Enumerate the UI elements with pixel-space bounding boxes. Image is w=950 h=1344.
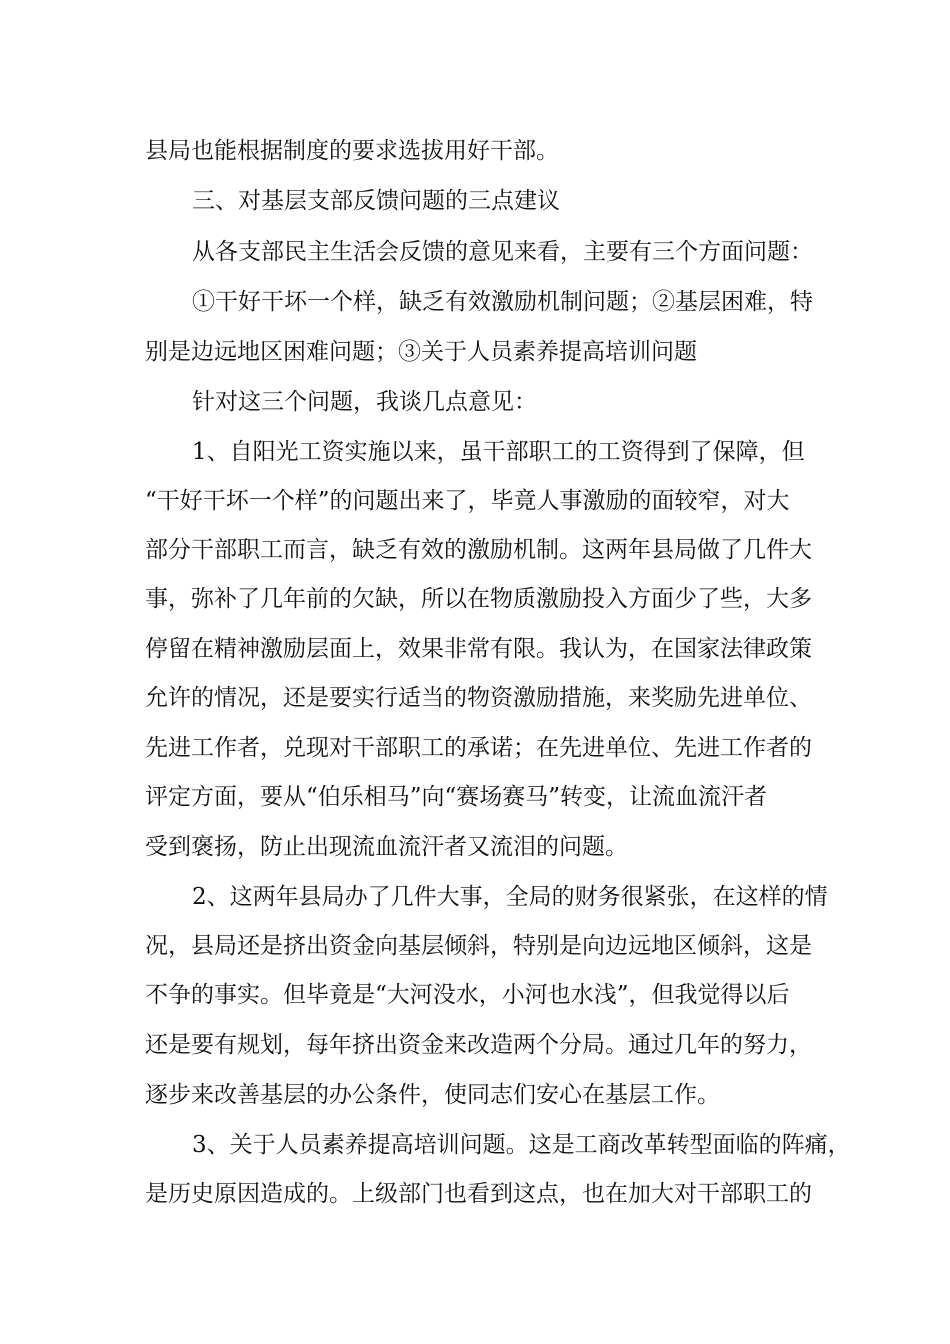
paragraph-line: 是历史原因造成的。上级部门也看到这点，也在加大对干部职工的 [145,1181,812,1207]
paragraph-line: 1、自阳光工资实施以来，虽干部职工的工资得到了保障，但 [192,439,805,465]
paragraph-line: 况，县局还是挤出资金向基层倾斜，特别是向边远地区倾斜，这是 [145,933,812,959]
paragraph-line: 事，弥补了几年前的欠缺，所以在物质激励投入方面少了些，大多 [145,586,812,612]
paragraph-line: 部分干部职工而言，缺乏有效的激励机制。这两年县局做了几件大 [145,537,812,563]
paragraph-line: “干好干坏一个样”的问题出来了，毕竟人事激励的面较窄，对大 [145,488,790,514]
paragraph-line: 评定方面，要从“伯乐相马”向“赛场赛马”转变，让流血流汗者 [145,784,768,810]
section-heading: 三、对基层支部反馈问题的三点建议 [192,188,560,214]
paragraph-line: ①干好干坏一个样，缺乏有效激励机制问题；②基层困难，特 [192,289,813,315]
paragraph-line: 不争的事实。但毕竟是“大河没水，小河也水浅”，但我觉得以后 [145,982,790,1008]
text-line: 县局也能根据制度的要求选拔用好干部。 [145,138,559,164]
paragraph-line: 针对这三个问题，我谈几点意见： [192,389,537,415]
paragraph-line: 逐步来改善基层的办公条件，使同志们安心在基层工作。 [145,1082,720,1108]
paragraph-line: 允许的情况，还是要实行适当的物资激励措施，来奖励先进单位、 [145,685,812,711]
paragraph-line: 受到褒扬，防止出现流血流汗者又流泪的问题。 [145,834,628,860]
paragraph-line: 3、关于人员素养提高培训问题。这是工商改革转型面临的阵痛， [192,1132,851,1158]
paragraph-line: 停留在精神激励层面上，效果非常有限。我认为，在国家法律政策 [145,636,812,662]
paragraph-line: 别是边远地区困难问题；③关于人员素养提高培训问题 [145,339,697,365]
paragraph-line: 从各支部民主生活会反馈的意见来看，主要有三个方面问题： [192,239,813,265]
paragraph-line: 还是要有规划，每年挤出资金来改造两个分局。通过几年的努力， [145,1032,812,1058]
paragraph-line: 2、这两年县局办了几件大事，全局的财务很紧张，在这样的情 [192,884,828,910]
paragraph-line: 先进工作者，兑现对干部职工的承诺；在先进单位、先进工作者的 [145,735,812,761]
